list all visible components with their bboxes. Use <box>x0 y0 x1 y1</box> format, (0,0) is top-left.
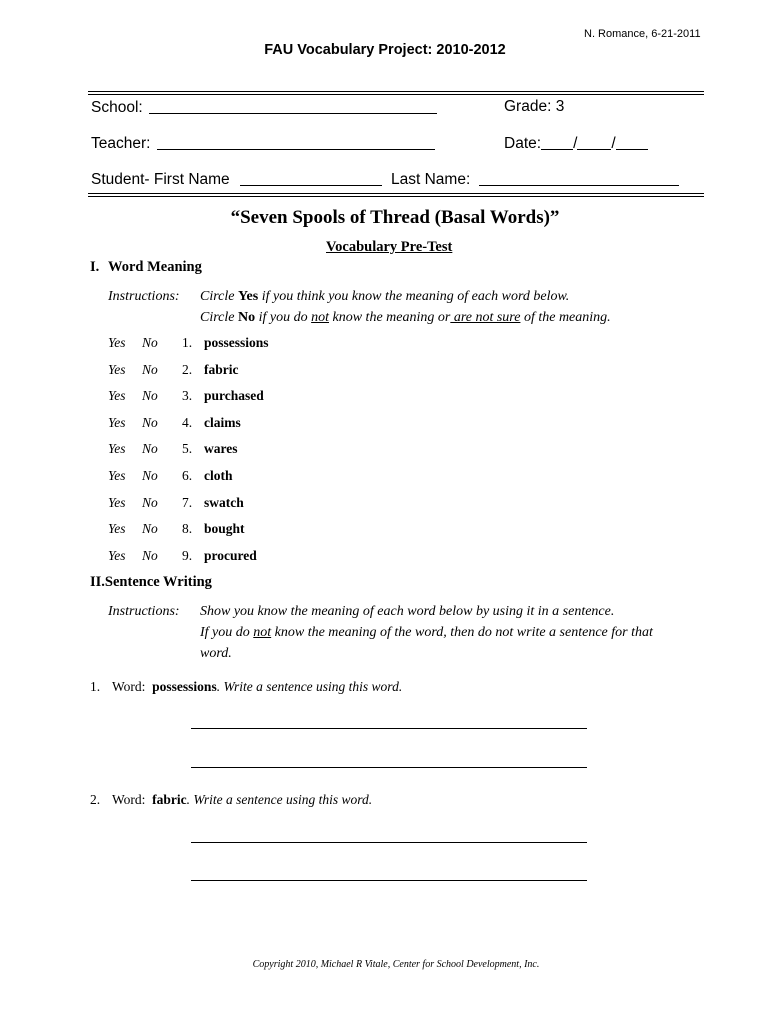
instr-text: know the meaning or <box>329 310 451 325</box>
list-item <box>108 467 269 494</box>
sentence-word: fabric <box>152 792 187 807</box>
vocab-word: purchased <box>204 388 264 404</box>
item-number: 2. <box>182 361 193 377</box>
item-number: 5. <box>182 441 193 457</box>
vocab-word: fabric <box>204 361 239 377</box>
no-option[interactable]: No <box>142 467 158 483</box>
instr-text: of the meaning. <box>520 310 611 325</box>
yes-option[interactable]: Yes <box>108 521 126 537</box>
teacher-field <box>91 134 435 153</box>
date-separator: / <box>611 135 616 152</box>
list-item <box>108 494 269 521</box>
no-option[interactable]: No <box>142 521 158 537</box>
instr-not-sure-underline: are not sure <box>450 310 521 325</box>
section-1-instructions <box>108 286 611 328</box>
section-2-number: II. <box>90 574 105 590</box>
copyright-footer: Copyright 2010, Michael R Vitale, Center for School Development, Inc. <box>252 959 540 970</box>
yes-option[interactable]: Yes <box>108 547 126 563</box>
no-option[interactable]: No <box>142 361 158 377</box>
yes-option[interactable]: Yes <box>108 441 126 457</box>
teacher-blank[interactable] <box>157 134 435 150</box>
date-field <box>504 134 648 153</box>
yes-option[interactable]: Yes <box>108 414 126 430</box>
section-2-title: Sentence Writing <box>104 574 212 590</box>
section-2-heading <box>90 574 212 591</box>
sentence-prompt: . Write a sentence using this word. <box>186 792 373 807</box>
sentence-prompt: . Write a sentence using this word. <box>216 679 403 694</box>
word-label: Word: <box>112 792 146 807</box>
sentence-line[interactable] <box>191 880 587 881</box>
sentence-item-2 <box>90 792 372 808</box>
sentence-line[interactable] <box>191 842 587 843</box>
no-option[interactable]: No <box>142 494 158 510</box>
student-first-name-field <box>91 170 382 189</box>
instr-text: Show you know the meaning of each word below by using it in a sentence. <box>200 604 615 619</box>
instr-text: if you do <box>255 310 312 325</box>
no-option[interactable]: No <box>142 335 158 350</box>
vocab-word: claims <box>204 414 241 430</box>
section-1-number: I. <box>90 259 100 275</box>
no-option[interactable]: No <box>142 441 158 457</box>
top-double-rule <box>88 91 704 95</box>
yes-option[interactable]: Yes <box>108 388 126 404</box>
sentence-item-1 <box>90 679 402 695</box>
item-number: 6. <box>182 467 193 483</box>
vocab-word: procured <box>204 547 257 563</box>
school-field <box>91 98 437 117</box>
instructions-label: Instructions: <box>108 289 180 304</box>
item-number: 9. <box>182 547 193 563</box>
sentence-line[interactable] <box>191 767 587 768</box>
instr-text: word. <box>200 646 232 661</box>
sentence-word: possessions <box>152 679 217 694</box>
item-number: 2. <box>90 792 101 807</box>
date-month-blank[interactable] <box>541 134 573 150</box>
bottom-double-rule <box>88 193 704 197</box>
instr-text: If you do <box>200 625 254 640</box>
instr-text: know the meaning of the word, then do not write a sentence for that <box>271 625 653 640</box>
project-title: FAU Vocabulary Project: 2010-2012 <box>264 42 506 58</box>
item-number: 1. <box>90 679 101 694</box>
instr-not-underline: not <box>253 625 272 640</box>
section-2-instructions <box>108 601 653 664</box>
list-item <box>108 414 269 441</box>
list-item <box>108 361 269 388</box>
yes-option[interactable]: Yes <box>108 494 126 510</box>
no-option[interactable]: No <box>142 388 158 404</box>
list-item <box>108 440 269 467</box>
instructions-label: Instructions: <box>108 604 180 619</box>
author-date-line: N. Romance, 6-21-2011 <box>584 28 701 40</box>
yes-option[interactable]: Yes <box>108 361 126 377</box>
instr-text: if you think you know the meaning of each word below. <box>258 289 570 304</box>
last-name-blank[interactable] <box>479 170 679 186</box>
item-number: 7. <box>182 494 193 510</box>
last-name-label: Last Name: <box>391 171 471 188</box>
vocab-word: wares <box>204 441 238 457</box>
instr-text: Circle <box>200 289 238 304</box>
vocab-word: possessions <box>204 335 269 350</box>
word-meaning-list <box>108 334 269 573</box>
vocab-word: cloth <box>204 467 233 483</box>
test-title: “Seven Spools of Thread (Basal Words)” <box>230 207 560 228</box>
list-item <box>108 334 269 361</box>
no-option[interactable]: No <box>142 547 158 563</box>
date-day-blank[interactable] <box>577 134 611 150</box>
instr-yes-bold: Yes <box>237 289 259 304</box>
instr-text: Circle <box>200 310 238 325</box>
school-label: School: <box>91 99 143 116</box>
no-option[interactable]: No <box>142 414 158 430</box>
list-item <box>108 547 269 574</box>
list-item <box>108 520 269 547</box>
list-item <box>108 387 269 414</box>
date-separator: / <box>573 135 578 152</box>
yes-option[interactable]: Yes <box>108 335 126 350</box>
date-year-blank[interactable] <box>616 134 648 150</box>
item-number: 3. <box>182 388 193 404</box>
teacher-label: Teacher: <box>91 135 151 152</box>
first-name-blank[interactable] <box>240 170 382 186</box>
last-name-field <box>391 170 679 189</box>
date-label: Date: <box>504 135 542 152</box>
school-blank[interactable] <box>149 98 437 114</box>
student-first-name-label: Student- First Name <box>91 171 230 188</box>
section-1-heading <box>90 259 202 276</box>
item-number: 4. <box>182 414 193 430</box>
test-subtitle: Vocabulary Pre-Test <box>326 239 453 255</box>
vocab-word: bought <box>204 521 245 537</box>
instr-no-bold: No <box>237 310 256 325</box>
item-number: 1. <box>182 335 193 350</box>
sentence-line[interactable] <box>191 728 587 729</box>
grade-label: Grade: 3 <box>504 98 565 115</box>
item-number: 8. <box>182 521 193 537</box>
yes-option[interactable]: Yes <box>108 467 126 483</box>
instr-not-underline: not <box>311 310 329 325</box>
section-1-title: Word Meaning <box>108 259 202 275</box>
vocab-word: swatch <box>204 494 244 510</box>
word-label: Word: <box>112 679 146 694</box>
